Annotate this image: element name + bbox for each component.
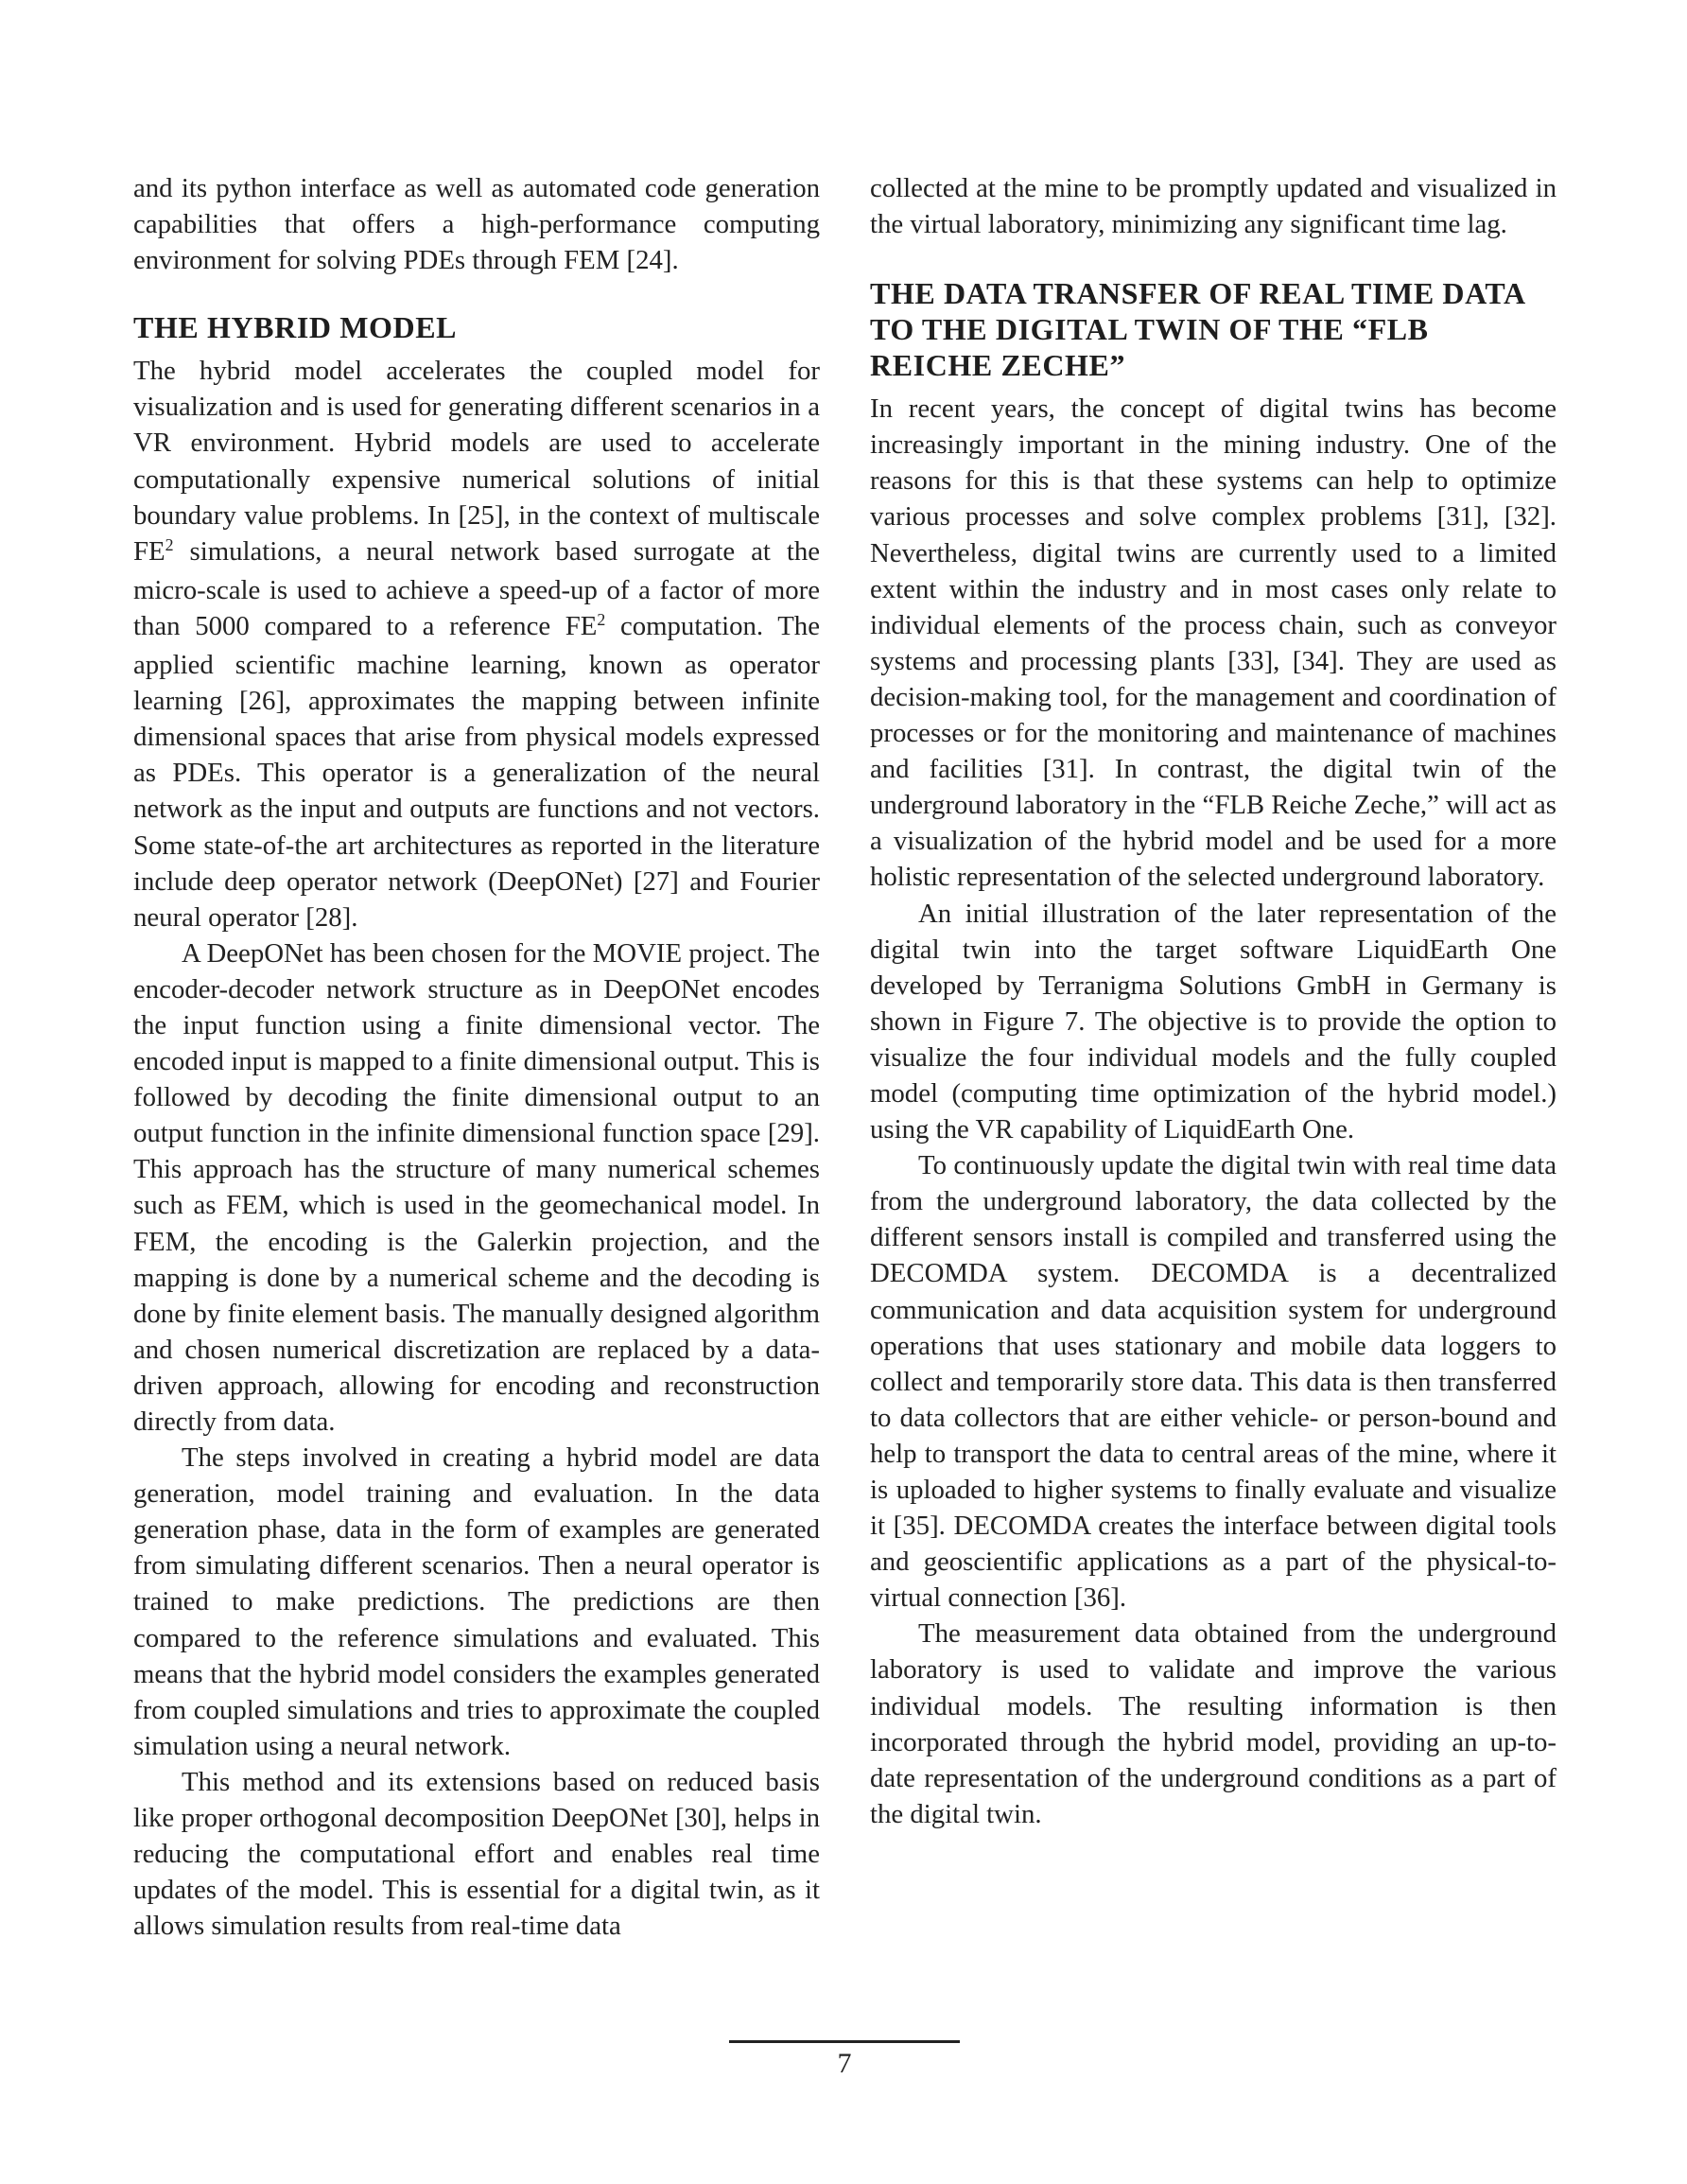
paragraph: An initial illustration of the later representation of the digital twin into the target software LiquidEarth One developed by Terranigma Solutions GmbH in Germany is shown in Figure 7. The objective is to provide the option to visualize the four individual models and the fully coupled model (computing time optimization of the hybrid model.) using the VR capability of LiquidEarth One. [870, 898, 1557, 1145]
section-heading-data-transfer: THE DATA TRANSFER OF REAL TIME DATA TO THE DIGITAL TWIN OF THE “FLB REICHE ZECHE” [870, 276, 1524, 383]
paragraph: A DeepONet has been chosen for the MOVIE project. The encoder-decoder network structure as in DeepONet encodes the input function using a finite dimensional vector. The encoded input is mapped to a finite dimensional output. This is followed by decoding the finite dimensional output to an output function in the infinite dimensional function space [29]. This approach has the structure of many numerical schemes such as FEM, which is used in the geomechanical model. In FEM, the encoding is the Galerkin projection, and the mapping is done by a numerical scheme and the decoding is done by finite element basis. The manually designed algorithm and chosen numerical discretization are replaced by a data-driven approach, allowing for encoding and reconstruction directly from data. [133, 937, 820, 1437]
page-number: 7 [837, 2048, 852, 2079]
superscript: 2 [165, 534, 174, 554]
paragraph: The steps involved in creating a hybrid model are data generation, model training and evaluation. In the data generation phase, data in the form of examples are generated from simulating different scenarios. Then a neural operator is trained to make predictions. The predictions are then compared to the reference simulations and evaluated. This means that the hybrid model considers the examples generated from coupled simulations and tries to approximate the coupled simulation using a neural network. [133, 1442, 820, 1761]
text-span: computation. The applied scientific machine learning, known as operator learning [26], approximates the mapping between infinite dimensional spaces that arise from physical models expressed as PDEs. This operator is a generalization of the neural network as the input and outputs are functions and not vectors. Some state-of-the art architectures as reported in the literature include deep operator network (DeepONet) [27] and Fourier neural operator [28]. [133, 610, 820, 933]
paragraph: The measurement data obtained from the underground laboratory is used to validate and improve the various individual models. The resulting information is then incorporated through the hybrid model, providing an up-to-date representation of the underground conditions as a part of the digital twin. [870, 1618, 1557, 1829]
section-heading-hybrid-model: THE HYBRID MODEL [133, 310, 458, 345]
text-span: The hybrid model accelerates the coupled model for visualization and is used for generating different scenarios in a VR environment. Hybrid models are used to accelerate computationally expensive numerical solutions of initial boundary value problems. In [25], in the context of multiscale FE [133, 356, 820, 567]
text-span: simulations, a neural network based surrogate at the micro-scale is used to achieve a speed-up of a factor of more than 5000 compared to a reference FE [133, 535, 820, 641]
paragraph: This method and its extensions based on reduced basis like proper orthogonal decomposition DeepONet [30], helps in reducing the computational effort and enables real time updates of the model. This is essential for a digital twin, as it allows simulation results from real-time data [133, 1766, 820, 1942]
paragraph: In recent years, the concept of digital twins has become increasingly important in the mining industry. One of the reasons for this is that these systems can help to optimize various processes and solve complex problems [31], [32]. Nevertheless, digital twins are currently used to a limited extent within the industry and in most cases only relate to individual elements of the process chain, such as conveyor systems and processing plants [33], [34]. They are used as decision-making tool, for the management and coordination of processes or for the monitoring and maintenance of machines and facilities [31]. In contrast, the digital twin of the underground laboratory in the “FLB Reiche Zeche,” will act as a visualization of the hybrid model and be used for a more holistic representation of the selected underground laboratory. [870, 393, 1557, 893]
paragraph-continued: and its python interface as well as automated code generation capabilities that offers a high-performance computing environment for solving PDEs through FEM [24]. [133, 173, 820, 276]
superscript: 2 [597, 610, 606, 630]
left-column [133, 170, 820, 1944]
paragraph: To continuously update the digital twin with real time data from the underground laboratory, the data collected by the different sensors install is compiled and transferred using the DECOMDA system. DECOMDA is a decentralized communication and data acquisition system for underground operations that uses stationary and mobile data loggers to collect and temporarily store data. This data is then transferred to data collectors that are either vehicle- or person-bound and help to transport the data to central areas of the mine, where it is uploaded to higher systems to finally evaluate and visualize it [35]. DECOMDA creates the interface between digital tools and geoscientific applications as a part of the physical-to-virtual connection [36]. [870, 1150, 1557, 1614]
paragraph [133, 353, 820, 935]
right-column [870, 170, 1557, 1832]
paragraph-continued: collected at the mine to be promptly updated and visualized in the virtual laboratory, minimizing any significant time lag. [870, 173, 1557, 240]
